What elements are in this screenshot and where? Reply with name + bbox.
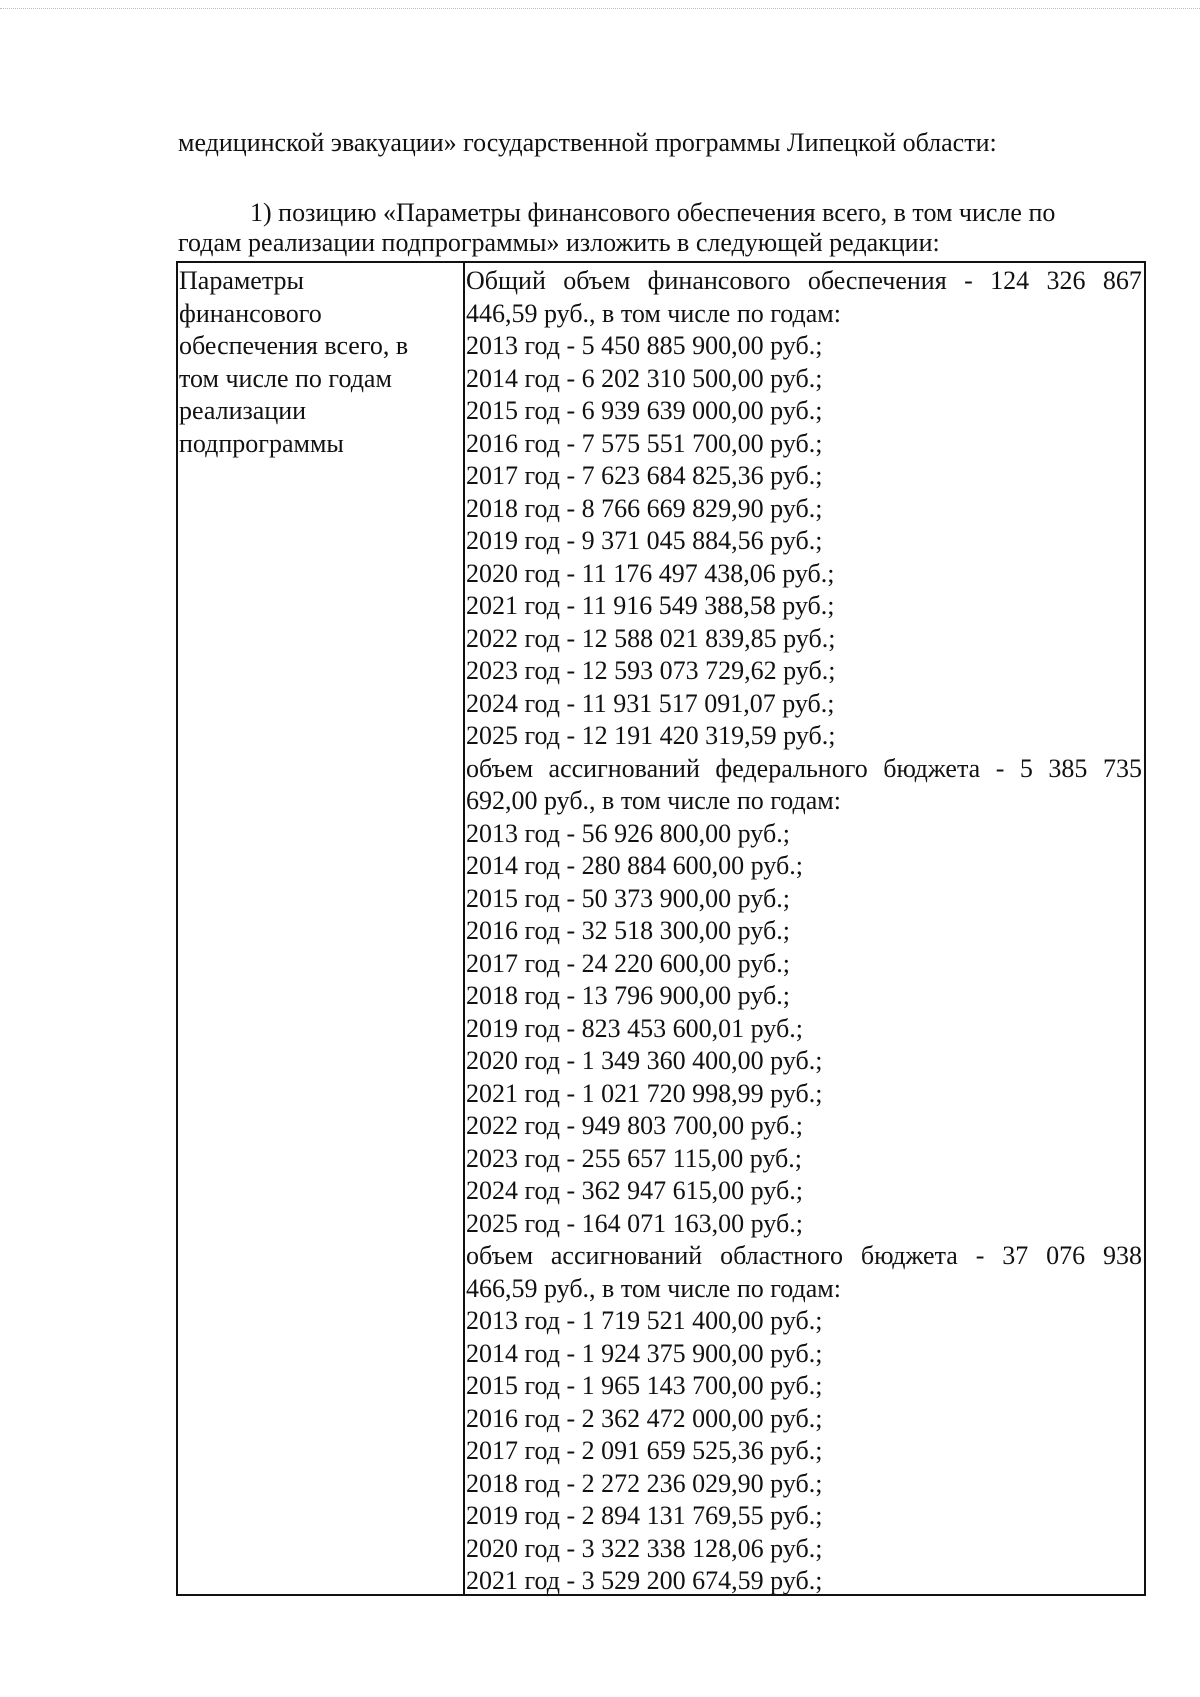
year-amount-line: 2015 год - 6 939 639 000,00 руб.; <box>466 396 823 425</box>
regional-volume-tail: 466,59 руб., в том числе по годам: <box>466 1273 841 1303</box>
year-amount-line: 2016 год - 7 575 551 700,00 руб.; <box>466 428 823 458</box>
year-amount-line: 2019 год - 823 453 600,01 руб.; <box>466 1013 803 1043</box>
year-amount-line: 2018 год - 13 796 900,00 руб.; <box>466 981 790 1010</box>
federal-years-list <box>465 818 1144 1241</box>
parameter-name-cell <box>178 263 465 1594</box>
year-amount-line: 2018 год - 8 766 669 829,90 руб.; <box>466 493 823 523</box>
year-amount-line: 2024 год - 11 931 517 091,07 руб.; <box>466 688 835 718</box>
year-amount-line: 2025 год - 164 071 163,00 руб.; <box>466 1208 803 1238</box>
federal-volume-tail: 692,00 руб., в том числе по годам: <box>466 786 841 815</box>
parameter-name-line: Параметры <box>179 266 304 295</box>
word: федерального <box>715 753 868 783</box>
intro-line-1: медицинской эвакуации» государственной программы Липецкой области: <box>178 128 997 157</box>
year-amount-line: 2021 год - 1 021 720 998,99 руб.; <box>466 1078 823 1108</box>
regional-volume-head <box>465 1240 1144 1273</box>
page-top-edge <box>0 8 1200 9</box>
year-amount-line: 2013 год - 1 719 521 400,00 руб.; <box>466 1306 823 1335</box>
parameter-name-line: реализации <box>179 396 307 425</box>
total-volume-head <box>465 265 1144 298</box>
year-amount-line: 2017 год - 7 623 684 825,36 руб.; <box>466 461 823 490</box>
word: - <box>964 266 973 295</box>
word: бюджета <box>883 753 981 783</box>
parameter-name-line: том числе по годам <box>179 363 392 393</box>
word: 124 <box>990 266 1030 295</box>
word: объем <box>466 1241 534 1270</box>
word: бюджета <box>860 1241 958 1270</box>
year-amount-line: 2018 год - 2 272 236 029,90 руб.; <box>466 1468 823 1498</box>
year-amount-line: 2015 год - 1 965 143 700,00 руб.; <box>466 1371 823 1400</box>
year-amount-line: 2022 год - 949 803 700,00 руб.; <box>466 1111 803 1140</box>
word: 385 <box>1048 753 1088 783</box>
year-amount-line: 2015 год - 50 373 900,00 руб.; <box>466 883 790 913</box>
year-amount-line: 2024 год - 362 947 615,00 руб.; <box>466 1176 803 1205</box>
year-amount-line: 2017 год - 24 220 600,00 руб.; <box>466 948 790 978</box>
word: ассигнований <box>548 753 700 783</box>
year-amount-line: 2021 год - 11 916 549 388,58 руб.; <box>466 591 835 620</box>
year-amount-line: 2017 год - 2 091 659 525,36 руб.; <box>466 1436 823 1465</box>
word: 5 <box>1019 753 1033 783</box>
parameter-name-line: подпрограммы <box>179 428 344 458</box>
year-amount-line: 2019 год - 9 371 045 884,56 руб.; <box>466 526 823 555</box>
word: обеспечения <box>807 266 947 295</box>
word: - <box>995 753 1005 783</box>
year-amount-line: 2020 год - 3 322 338 128,06 руб.; <box>466 1533 823 1563</box>
year-amount-line: 2023 год - 255 657 115,00 руб.; <box>466 1143 802 1173</box>
word: объем <box>563 266 631 295</box>
word: объем <box>466 753 534 783</box>
word: 938 <box>1102 1241 1142 1270</box>
year-amount-line: 2022 год - 12 588 021 839,85 руб.; <box>466 623 836 653</box>
word: 867 <box>1102 266 1142 295</box>
word: 326 <box>1046 266 1086 295</box>
word: областного <box>720 1241 844 1270</box>
total-years-list <box>465 330 1144 753</box>
word: Общий <box>466 266 546 295</box>
year-amount-line: 2020 год - 1 349 360 400,00 руб.; <box>466 1046 823 1075</box>
word: ассигнований <box>550 1241 703 1270</box>
word: финансового <box>647 266 791 295</box>
year-amount-line: 2025 год - 12 191 420 319,59 руб.; <box>466 721 836 750</box>
total-volume-tail: 446,59 руб., в том числе по годам: <box>466 298 841 328</box>
year-amount-line: 2013 год - 5 450 885 900,00 руб.; <box>466 331 823 360</box>
year-amount-line: 2014 год - 1 924 375 900,00 руб.; <box>466 1338 823 1368</box>
financing-table <box>176 261 1146 1596</box>
parameter-name-line: финансового <box>179 298 322 328</box>
word: 37 <box>1002 1241 1029 1270</box>
year-amount-line: 2021 год - 3 529 200 674,59 руб.; <box>466 1566 823 1594</box>
year-amount-line: 2019 год - 2 894 131 769,55 руб.; <box>466 1501 823 1530</box>
word: 076 <box>1046 1241 1086 1270</box>
year-amount-line: 2014 год - 6 202 310 500,00 руб.; <box>466 363 823 393</box>
word: 735 <box>1102 753 1142 783</box>
parameter-name-line: обеспечения всего, в <box>179 331 409 360</box>
regional-years-list <box>465 1305 1144 1594</box>
year-amount-line: 2016 год - 32 518 300,00 руб.; <box>466 916 790 945</box>
intro-line-2: 1) позицию «Параметры финансового обеспечения всего, в том числе по <box>250 198 1056 227</box>
year-amount-line: 2016 год - 2 362 472 000,00 руб.; <box>466 1403 823 1433</box>
year-amount-line: 2013 год - 56 926 800,00 руб.; <box>466 818 790 848</box>
word: - <box>975 1241 985 1270</box>
year-amount-line: 2020 год - 11 176 497 438,06 руб.; <box>466 558 835 588</box>
intro-line-3: годам реализации подпрограммы» изложить в следующей редакции: <box>178 228 940 257</box>
parameter-value-cell <box>465 263 1144 1594</box>
federal-volume-head <box>465 753 1144 786</box>
year-amount-line: 2014 год - 280 884 600,00 руб.; <box>466 851 803 880</box>
year-amount-line: 2023 год - 12 593 073 729,62 руб.; <box>466 656 836 685</box>
